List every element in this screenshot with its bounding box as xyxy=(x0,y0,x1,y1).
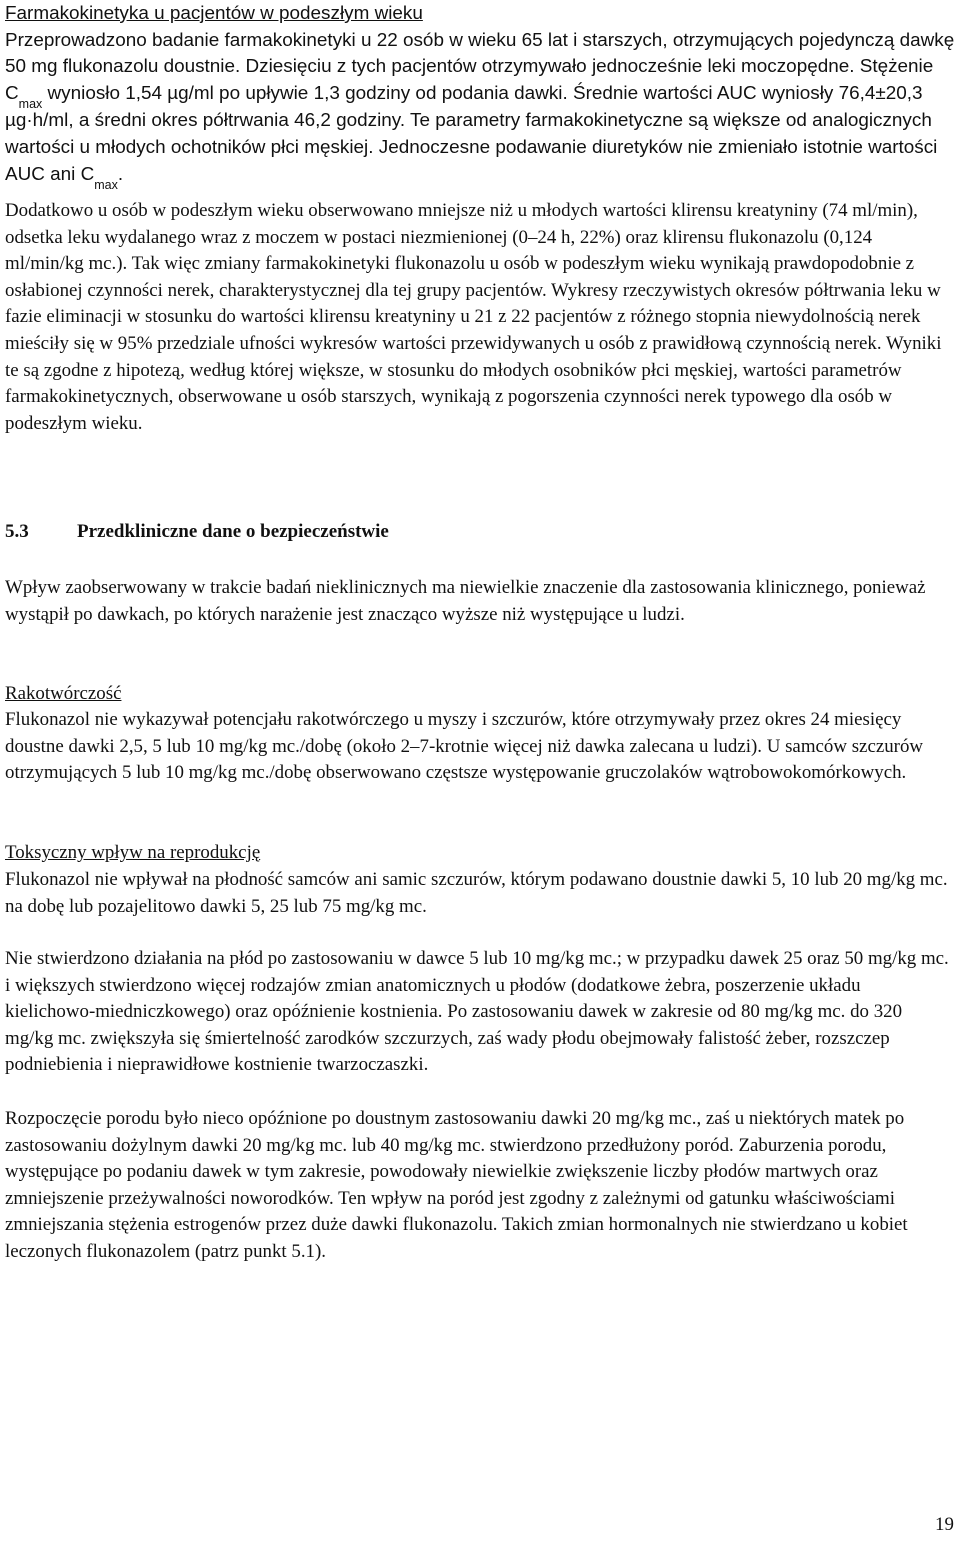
section-number: 5.3 xyxy=(5,521,29,542)
cmax-subscript-2: max xyxy=(94,177,118,192)
pk-elderly-paragraph-1 xyxy=(5,28,955,190)
pk-elderly-paragraph-2: Dodatkowo u osób w podeszłym wieku obserwowano mniejsze niż u młodych wartości klirensu kreatyniny (74 ml/min), odsetka leku wydalanego wraz z moczem w postaci niezmienionej (0–24 h, 22%) oraz klirensu flukonazolu (0,124 ml/min/kg mc.). Tak więc zmiany farmakokinetyki flukonazolu u osób w podeszłym wieku wynikają prawdopodobnie z osłabionej czynności nerek, charakterystycznej dla tej grupy pacjentów. Wykresy rzeczywistych okresów półtrwania leku w fazie eliminacji w stosunku do wartości klirensu kreatyniny u 21 z 22 pacjentów z różnego stopnia niewydolnością nerek mieściły się w 95% przedziale ufności wykresów wartości przewidywanych u osób z prawidłową czynnością nerek. Wyniki te są zgodne z hipotezą, według której większe, w stosunku do młodych osobników płci męskiej, wartości parametrów farmakokinetycznych, obserwowane u osób starszych, wynikają z pogorszenia czynności nerek typowego dla osób w podeszłym wieku. xyxy=(5,200,942,434)
reproductive-paragraph-3: Rozpoczęcie porodu było nieco opóźnione po doustnym zastosowaniu dawki 20 mg/kg mc., zaś u niektórych matek po zastosowaniu dożylnym dawki 20 mg/kg mc. lub 40 mg/kg mc. stwierdzono przedłużony poród. Zaburzenia porodu, występujące po podaniu dawek w tym zakresie, powodowały niewielkie zwiększenie liczby płodów martwych oraz zmniejszenie przeżywalności noworodków. Ten wpływ na poród jest zgodny z zależnymi od gatunku właściwościami zmniejszania stężenia estrogenów przez duże dawki flukonazolu. Takich zmian hormonalnych nie stwierdzano u kobiet leczonych flukonazolem (patrz punkt 5.1). xyxy=(5,1108,908,1262)
page-number: 19 xyxy=(935,1514,954,1535)
preclinical-paragraph: Wpływ zaobserwowany w trakcie badań nieklinicznych ma niewielkie znaczenie dla zastosowania klinicznego, ponieważ wystąpił po dawkach, po których narażenie jest znacząco wyższe niż występujące u ludzi. xyxy=(5,577,926,625)
reproductive-toxicity-heading: Toksyczny wpływ na reprodukcję xyxy=(5,842,261,863)
section-title: Przedkliniczne dane o bezpieczeństwie xyxy=(77,521,389,542)
section-heading-5-3 xyxy=(5,521,389,543)
reproductive-paragraph-2: Nie stwierdzono działania na płód po zastosowaniu w dawce 5 lub 10 mg/kg mc.; w przypadku dawek 25 oraz 50 mg/kg mc. i większych stwierdzono więcej rodzajów zmian anatomicznych u płodów (dodatkowe żebra, poszerzenie układu kielichowo-miedniczkowego) oraz opóźnienie kostnienia. Po zastosowaniu dawek w zakresie od 80 mg/kg mc. do 320 mg/kg mc. zwiększyła się śmiertelność zarodków szczurzych, zaś wady płodu obejmowały falistość żeber, rozszczep podniebienia i nieprawidłowe kostnienie twarzoczaszki. xyxy=(5,948,949,1076)
pk-text-c: . xyxy=(117,163,124,185)
pk-text-a: Przeprowadzono badanie farmakokinetyki u 22 osób w wieku 65 lat i starszych, otrzymujących pojedynczą dawkę 50 mg flukonazolu doustnie. Dziesięciu z tych pacjentów otrzymywało jednocześnie leki moczopędne. Stężenie C xyxy=(5,29,955,104)
carcinogenicity-paragraph: Flukonazol nie wykazywał potencjału rakotwórczego u myszy i szczurów, które otrzymywały przez okres 24 miesięcy doustne dawki 2,5, 5 lub 10 mg/kg mc./dobę (około 2–7-krotnie więcej niż dawka zalecana u ludzi). U samców szczurów otrzymujących 5 lub 10 mg/kg mc./dobę obserwowano częstsze występowanie gruczolaków wątrobowokomórkowych. xyxy=(5,709,924,784)
carcinogenicity-heading: Rakotwórczość xyxy=(5,683,122,704)
reproductive-paragraph-1: Flukonazol nie wpływał na płodność samców ani samic szczurów, którym podawano doustnie dawki 5, 10 lub 20 mg/kg mc. na dobę lub pozajelitowo dawki 5, 25 lub 75 mg/kg mc. xyxy=(5,869,948,917)
cmax-subscript: max xyxy=(18,96,43,111)
pk-elderly-heading: Farmakokinetyka u pacjentów w podeszłym wieku xyxy=(5,3,423,24)
pk-text-b: wyniosło 1,54 µg/ml po upływie 1,3 godziny od podania dawki. Średnie wartości AUC wyniosły 76,4±20,3 µg·h/ml, a średni okres półtrwania 46,2 godziny. Te parametry farmakokinetyczne są większe od analogicznych wartości u młodych ochotników płci męskiej. Jednoczesne podawanie diuretyków nie zmieniało istotnie wartości AUC ani C xyxy=(5,82,938,185)
pk-elderly-block xyxy=(5,1,955,192)
